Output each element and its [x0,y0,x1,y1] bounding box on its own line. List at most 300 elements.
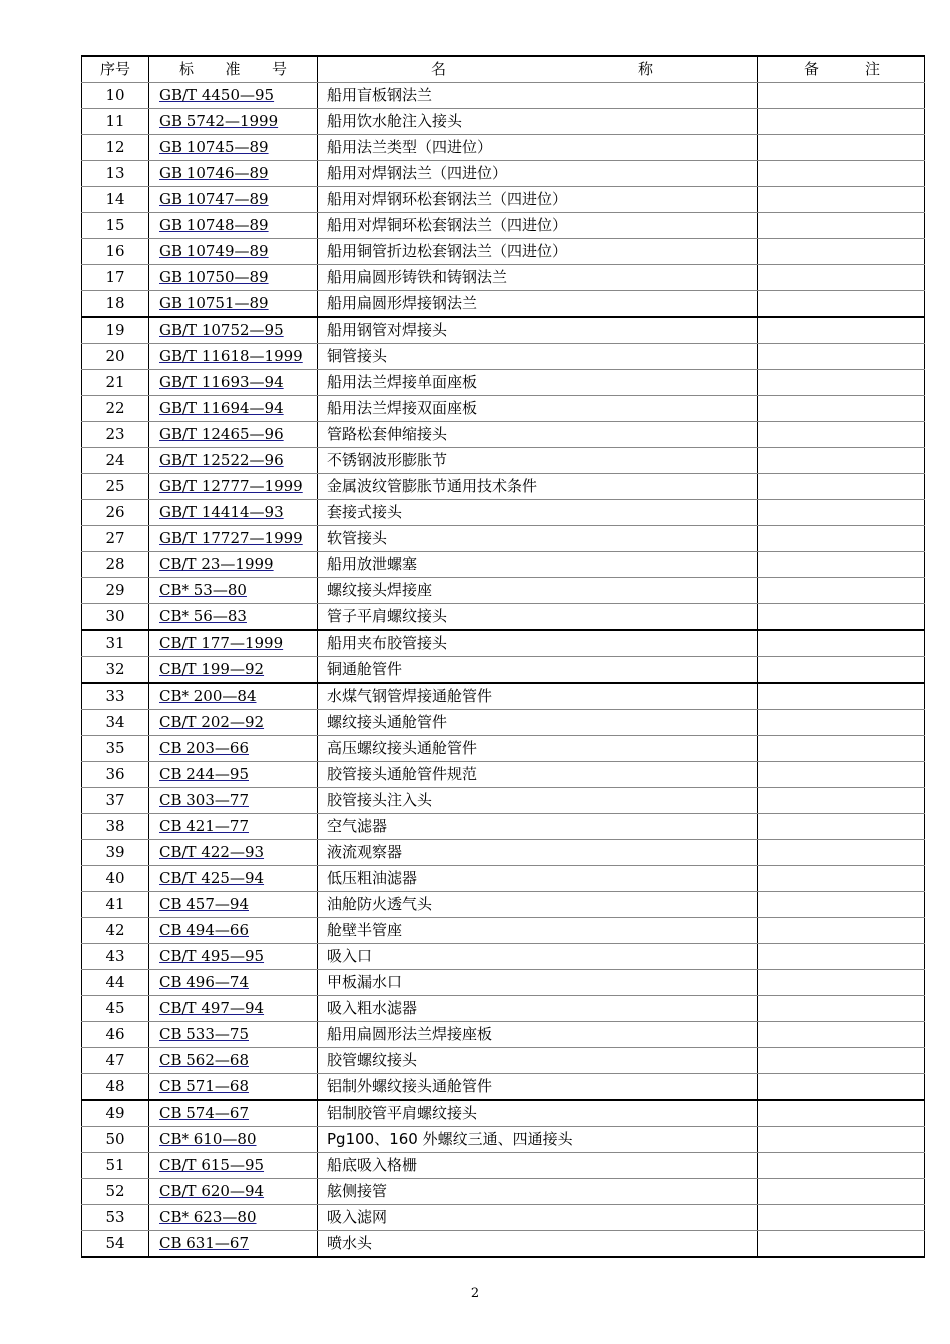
row-number: 25 [82,474,149,500]
row-number: 41 [82,892,149,918]
standard-name: 管路松套伸缩接头 [318,422,758,448]
table-row [82,1022,925,1048]
standard-cell [149,710,318,736]
standard-cell [149,736,318,762]
table-row [82,996,925,1022]
standard-cell [149,265,318,291]
row-number: 15 [82,213,149,239]
row-number: 13 [82,161,149,187]
standard-link[interactable] [159,451,284,469]
standard-link[interactable] [159,739,249,757]
standard-code: CB 303—77 [159,791,249,809]
standard-link[interactable] [159,1051,249,1069]
note-cell [758,918,925,944]
row-number: 46 [82,1022,149,1048]
standard-cell [149,840,318,866]
table-header-row [82,56,925,83]
row-number: 31 [82,630,149,657]
standard-cell [149,788,318,814]
standard-name: 铜管接头 [318,344,758,370]
standard-name: 油舱防火透气头 [318,892,758,918]
standard-code: CB 457—94 [159,895,249,913]
note-cell [758,474,925,500]
standard-name: 船用铜管折边松套钢法兰（四进位） [318,239,758,265]
header-standard-part: 标 [179,60,195,78]
header-note-part: 注 [864,60,880,78]
standard-cell [149,1074,318,1101]
standard-cell [149,866,318,892]
note-cell [758,1231,925,1258]
note-cell [758,239,925,265]
row-number: 26 [82,500,149,526]
table-row [82,1048,925,1074]
note-cell [758,265,925,291]
note-cell [758,604,925,631]
standard-name: 空气滤器 [318,814,758,840]
standard-code: CB 494—66 [159,921,249,939]
table-row [82,1179,925,1205]
standard-cell [149,604,318,631]
note-cell [758,500,925,526]
standard-link[interactable] [159,1104,249,1122]
row-number: 14 [82,187,149,213]
standard-cell [149,970,318,996]
standard-code: CB* 200—84 [159,687,257,705]
standard-link[interactable] [159,268,269,286]
standard-code: CB* 610—80 [159,1130,257,1148]
standard-code: CB 574—67 [159,1104,249,1122]
row-number: 29 [82,578,149,604]
table-row [82,1153,925,1179]
note-cell [758,1100,925,1127]
note-cell [758,83,925,109]
header-name-part: 名 [431,60,447,78]
table-row [82,814,925,840]
standard-name: 船用法兰类型（四进位） [318,135,758,161]
standard-code: CB 244—95 [159,765,249,783]
standard-code: CB 631—67 [159,1234,249,1252]
note-cell [758,578,925,604]
note-cell [758,291,925,318]
standard-code: CB/T 495—95 [159,947,265,965]
table-row [82,710,925,736]
standard-link[interactable] [159,947,264,965]
row-number: 49 [82,1100,149,1127]
table-row [82,1074,925,1101]
row-number: 16 [82,239,149,265]
standard-cell [149,814,318,840]
note-cell [758,683,925,710]
standard-cell [149,762,318,788]
standard-cell [149,83,318,109]
standard-name: 舱壁半管座 [318,918,758,944]
standard-cell [149,683,318,710]
note-cell [758,317,925,344]
standard-name: 胶管螺纹接头 [318,1048,758,1074]
table-row [82,552,925,578]
standard-cell [149,630,318,657]
standard-cell [149,892,318,918]
table-row [82,83,925,109]
standard-cell [149,422,318,448]
standard-code: GB/T 4450—95 [159,86,275,104]
row-number: 39 [82,840,149,866]
note-cell [758,657,925,684]
row-number: 42 [82,918,149,944]
header-standard-part: 准 [225,60,241,78]
standard-cell [149,213,318,239]
standard-code: GB/T 12465—96 [159,425,284,443]
standard-name: 管子平肩螺纹接头 [318,604,758,631]
standard-cell [149,944,318,970]
note-cell [758,788,925,814]
table-row [82,422,925,448]
standard-name: 船用钢管对焊接头 [318,317,758,344]
standard-link[interactable] [159,399,284,417]
standard-link[interactable] [159,1077,249,1095]
note-cell [758,422,925,448]
note-cell [758,109,925,135]
standard-cell [149,1205,318,1231]
standard-cell [149,500,318,526]
table-row [82,396,925,422]
standard-name: 液流观察器 [318,840,758,866]
standard-name: 船用扁圆形法兰焊接座板 [318,1022,758,1048]
standard-cell [149,448,318,474]
row-number: 23 [82,422,149,448]
row-number: 51 [82,1153,149,1179]
table-row [82,788,925,814]
table-row [82,840,925,866]
standard-code: CB* 623—80 [159,1208,257,1226]
standard-link[interactable] [159,190,269,208]
standard-link[interactable] [159,1208,257,1226]
table-row [82,762,925,788]
row-number: 44 [82,970,149,996]
standard-name: 船用扁圆形铸铁和铸钢法兰 [318,265,758,291]
row-number: 22 [82,396,149,422]
note-cell [758,944,925,970]
standard-link[interactable] [159,843,264,861]
standard-cell [149,474,318,500]
row-number: 48 [82,1074,149,1101]
standard-link[interactable] [159,581,247,599]
standard-cell [149,187,318,213]
standard-link[interactable] [159,503,284,521]
table-row [82,918,925,944]
table-row [82,578,925,604]
table-row [82,866,925,892]
table-row [82,683,925,710]
table-row [82,892,925,918]
standard-code: GB 10751—89 [159,294,269,312]
note-cell [758,892,925,918]
standard-name: 船用法兰焊接双面座板 [318,396,758,422]
standard-name: Pg100、160 外螺纹三通、四通接头 [318,1127,758,1153]
header-name-part: 称 [637,60,653,78]
table-row [82,344,925,370]
standard-name: 甲板漏水口 [318,970,758,996]
standard-name: 船用法兰焊接单面座板 [318,370,758,396]
standard-name: 螺纹接头焊接座 [318,578,758,604]
standard-name: 船底吸入格栅 [318,1153,758,1179]
page-number: 2 [470,1286,480,1301]
table-row [82,657,925,684]
standard-link[interactable] [159,373,284,391]
standard-code: CB/T 620—94 [159,1182,265,1200]
standard-code: GB 10750—89 [159,268,269,286]
standard-link[interactable] [159,921,249,939]
note-cell [758,1153,925,1179]
standard-name: 高压螺纹接头通舱管件 [318,736,758,762]
row-number: 37 [82,788,149,814]
table-row [82,604,925,631]
standard-code: CB/T 202—92 [159,713,265,731]
standard-code: GB 5742—1999 [159,112,279,130]
standard-link[interactable] [159,555,274,573]
table-row [82,109,925,135]
note-cell [758,710,925,736]
row-number: 27 [82,526,149,552]
standard-code: CB/T 422—93 [159,843,265,861]
header-standard-part: 号 [271,60,287,78]
table-row [82,135,925,161]
standard-code: CB 562—68 [159,1051,249,1069]
standard-code: CB 496—74 [159,973,249,991]
standard-name: 船用放泄螺塞 [318,552,758,578]
row-number: 24 [82,448,149,474]
note-cell [758,187,925,213]
standard-link[interactable] [159,713,264,731]
standard-link[interactable] [159,477,303,495]
note-cell [758,552,925,578]
standard-name: 船用对焊钢法兰（四进位） [318,161,758,187]
standard-link[interactable] [159,164,269,182]
standard-code: GB 10749—89 [159,242,269,260]
table-row [82,736,925,762]
row-number: 12 [82,135,149,161]
standard-code: CB/T 177—1999 [159,634,284,652]
note-cell [758,161,925,187]
standard-link[interactable] [159,607,247,625]
table-row [82,370,925,396]
standard-link[interactable] [159,529,303,547]
standard-link[interactable] [159,973,249,991]
standard-cell [149,317,318,344]
standard-name: 船用盲板钢法兰 [318,83,758,109]
standard-code: CB/T 425—94 [159,869,265,887]
standard-cell [149,1022,318,1048]
row-number: 38 [82,814,149,840]
standard-link[interactable] [159,1156,264,1174]
note-cell [758,396,925,422]
standard-link[interactable] [159,895,249,913]
standard-code: CB 571—68 [159,1077,249,1095]
table-row [82,448,925,474]
standard-link[interactable] [159,1234,249,1252]
standard-link[interactable] [159,687,257,705]
standard-name: 螺纹接头通舱管件 [318,710,758,736]
table-row [82,1127,925,1153]
standard-name: 舷侧接管 [318,1179,758,1205]
table-row [82,187,925,213]
row-number: 52 [82,1179,149,1205]
header-name [318,56,758,83]
table-row [82,1205,925,1231]
row-number: 17 [82,265,149,291]
row-number: 20 [82,344,149,370]
standard-name: 胶管接头通舱管件规范 [318,762,758,788]
standard-cell [149,918,318,944]
table-row [82,1100,925,1127]
standard-link[interactable] [159,242,269,260]
standard-code: GB 10745—89 [159,138,269,156]
standard-code: CB* 53—80 [159,581,247,599]
standard-name: 船用饮水舱注入接头 [318,109,758,135]
standard-cell [149,135,318,161]
standard-link[interactable] [159,86,274,104]
standard-code: CB/T 23—1999 [159,555,274,573]
standard-code: CB 533—75 [159,1025,249,1043]
table-row [82,161,925,187]
standard-name: 铝制胶管平肩螺纹接头 [318,1100,758,1127]
standard-link[interactable] [159,138,269,156]
row-number: 28 [82,552,149,578]
standard-cell [149,1048,318,1074]
note-cell [758,1205,925,1231]
standard-cell [149,161,318,187]
standard-cell [149,109,318,135]
note-cell [758,866,925,892]
row-number: 11 [82,109,149,135]
row-number: 40 [82,866,149,892]
standard-name: 船用夹布胶管接头 [318,630,758,657]
standard-name: 铜通舱管件 [318,657,758,684]
row-number: 18 [82,291,149,318]
standard-cell [149,1179,318,1205]
standard-link[interactable] [159,425,284,443]
row-number: 35 [82,736,149,762]
table-row [82,1231,925,1258]
header-no: 序号 [82,56,149,83]
standard-link[interactable] [159,791,249,809]
header-note [758,56,925,83]
standard-link[interactable] [159,999,264,1017]
standard-link[interactable] [159,1025,249,1043]
row-number: 34 [82,710,149,736]
note-cell [758,344,925,370]
standard-cell [149,1127,318,1153]
note-cell [758,1048,925,1074]
standard-link[interactable] [159,634,283,652]
row-number: 54 [82,1231,149,1258]
note-cell [758,1127,925,1153]
standard-link[interactable] [159,817,249,835]
standard-code: CB/T 199—92 [159,660,265,678]
standard-code: GB 10747—89 [159,190,269,208]
standard-code: CB/T 615—95 [159,1156,265,1174]
standard-name: 不锈钢波形膨胀节 [318,448,758,474]
standard-link[interactable] [159,321,284,339]
note-cell [758,630,925,657]
standard-name: 软管接头 [318,526,758,552]
standard-cell [149,370,318,396]
standard-cell [149,657,318,684]
standard-link[interactable] [159,660,264,678]
standard-name: 低压粗油滤器 [318,866,758,892]
standard-code: CB 203—66 [159,739,249,757]
standard-link[interactable] [159,216,269,234]
note-cell [758,970,925,996]
note-cell [758,814,925,840]
standard-cell [149,344,318,370]
standard-name: 吸入粗水滤器 [318,996,758,1022]
note-cell [758,370,925,396]
standard-code: GB/T 11694—94 [159,399,284,417]
standard-name: 胶管接头注入头 [318,788,758,814]
standard-code: GB/T 14414—93 [159,503,284,521]
note-cell [758,1022,925,1048]
row-number: 36 [82,762,149,788]
row-number: 47 [82,1048,149,1074]
standard-cell [149,526,318,552]
standard-name: 船用扁圆形焊接钢法兰 [318,291,758,318]
standard-link[interactable] [159,869,264,887]
table-row [82,500,925,526]
standard-code: GB 10746—89 [159,164,269,182]
row-number: 43 [82,944,149,970]
table-row [82,265,925,291]
standard-cell [149,1100,318,1127]
header-note-part: 备 [804,60,820,78]
standard-code: GB 10748—89 [159,216,269,234]
standard-code: GB/T 12777—1999 [159,477,303,495]
header-standard [149,56,318,83]
note-cell [758,135,925,161]
standard-cell [149,1153,318,1179]
standard-cell [149,239,318,265]
standard-cell [149,552,318,578]
standards-table [81,55,925,1258]
note-cell [758,1179,925,1205]
standard-code: GB/T 17727—1999 [159,529,303,547]
row-number: 32 [82,657,149,684]
standard-link[interactable] [159,347,303,365]
row-number: 30 [82,604,149,631]
standard-link[interactable] [159,1182,264,1200]
standard-name: 金属波纹管膨胀节通用技术条件 [318,474,758,500]
standard-link[interactable] [159,294,269,312]
standard-code: GB/T 11618—1999 [159,347,303,365]
table-row [82,970,925,996]
standard-link[interactable] [159,1130,257,1148]
row-number: 53 [82,1205,149,1231]
note-cell [758,448,925,474]
standard-code: GB/T 11693—94 [159,373,284,391]
row-number: 50 [82,1127,149,1153]
standard-name: 铝制外螺纹接头通舱管件 [318,1074,758,1101]
row-number: 21 [82,370,149,396]
standard-cell [149,1231,318,1258]
standard-code: GB/T 10752—95 [159,321,284,339]
row-number: 33 [82,683,149,710]
note-cell [758,1074,925,1101]
note-cell [758,213,925,239]
standard-link[interactable] [159,112,278,130]
row-number: 45 [82,996,149,1022]
standard-link[interactable] [159,765,249,783]
standard-cell [149,996,318,1022]
